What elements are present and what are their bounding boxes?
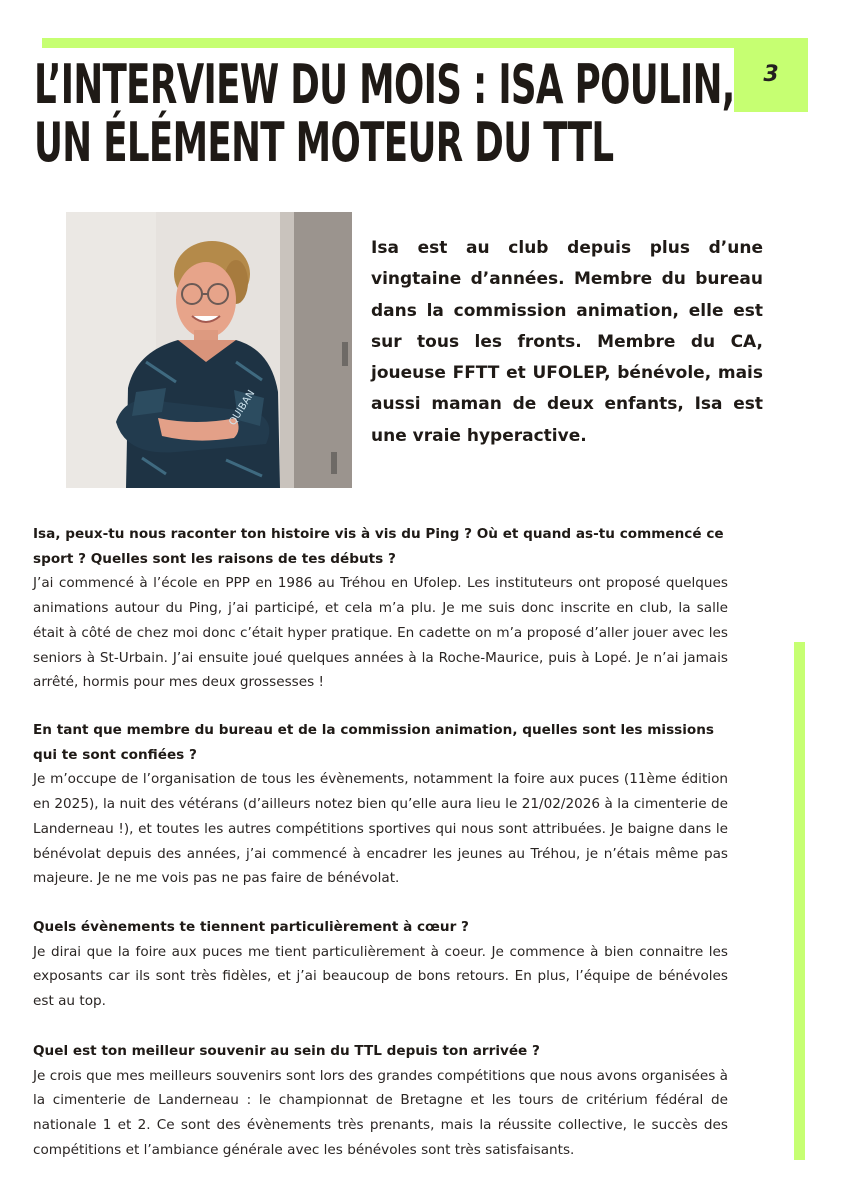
answer-4: Je crois que mes meilleurs souvenirs sont lors des grandes compétitions que nous avons organisées à la cimenterie de Landerneau : le championnat de Bretagne et les tours de critérium fédéral de nationale 1 et 2. Ce sont des évènements très prenants, mais la réussite collective, le succès des compétitions et l’ambiance générale avec les bénévoles sont très satisfaisants. xyxy=(33,1067,728,1158)
qa-block-3 xyxy=(33,915,728,1014)
portrait-photo xyxy=(66,212,352,488)
answer-1: J’ai commencé à l’école en PPP en 1986 au Tréhou en Ufolep. Les instituteurs ont proposé quelques animations autour du Ping, j’ai participé, et cela m’a plu. Je me suis donc inscrite en club, la salle était à côté de chez moi donc c’était hyper pratique. En cadette on m’a proposé d’aller jouer avec les seniors à St-Urbain. J’ai ensuite joué quelques années à la Roche-Maurice, puis à Lopé. Je n’ai jamais arrêté, hormis pour mes deux grossesses ! xyxy=(33,575,728,691)
intro-paragraph: Isa est au club depuis plus d’une vingtaine d’années. Membre du bureau dans la commission animation, elle est sur tous les fronts. Membre du CA, joueuse FFTT et UFOLEP, bénévole, mais aussi maman de deux enfants, Isa est une vraie hyperactive. xyxy=(371,238,763,446)
title-line-2: UN ÉLÉMENT MOTEUR DU TTL xyxy=(34,111,614,174)
answer-3: Je dirai que la foire aux puces me tient particulièrement à coeur. Je commence à bien connaitre les exposants car ils sont très fidèles, et j’ai beaucoup de bons retours. En plus, l’équipe de bénévoles est au top. xyxy=(33,943,728,1010)
question-1: Isa, peux-tu nous raconter ton histoire vis à vis du Ping ? Où et quand as-tu commencé ce sport ? Quelles sont les raisons de tes débuts ? xyxy=(33,526,724,567)
question-4: Quel est ton meilleur souvenir au sein du TTL depuis ton arrivée ? xyxy=(33,1043,540,1059)
title-line-1: L’INTERVIEW DU MOIS : ISA POULIN, xyxy=(34,53,735,116)
side-accent-bar xyxy=(794,642,805,1160)
top-accent-bar xyxy=(42,38,808,48)
qa-block-2 xyxy=(33,718,728,891)
qa-block-1 xyxy=(33,522,728,695)
page-number-box xyxy=(734,38,808,112)
page-title xyxy=(34,53,735,174)
qa-block-4 xyxy=(33,1039,728,1163)
question-2: En tant que membre du bureau et de la commission animation, quelles sont les missions qui te sont confiées ? xyxy=(33,722,715,763)
question-3: Quels évènements te tiennent particulièrement à cœur ? xyxy=(33,919,469,935)
jersey-text: QUIBAN xyxy=(227,388,258,428)
answer-2: Je m’occupe de l’organisation de tous les évènements, notamment la foire aux puces (11ème édition en 2025), la nuit des vétérans (d’ailleurs notez bien qu’elle aura lieu le 21/02/2026 à la cimenterie de Landerneau !), et toutes les autres compétitions sportives qui nous sont attribuées. Je baigne dans le bénévolat depuis des années, j’ai commencé à encadrer les jeunes au Tréhou, je n’étais même pas majeure. Je ne me vois pas ne pas faire de bénévolat. xyxy=(33,771,728,887)
portrait-illustration xyxy=(66,212,352,488)
page-number: 3 xyxy=(763,61,779,87)
